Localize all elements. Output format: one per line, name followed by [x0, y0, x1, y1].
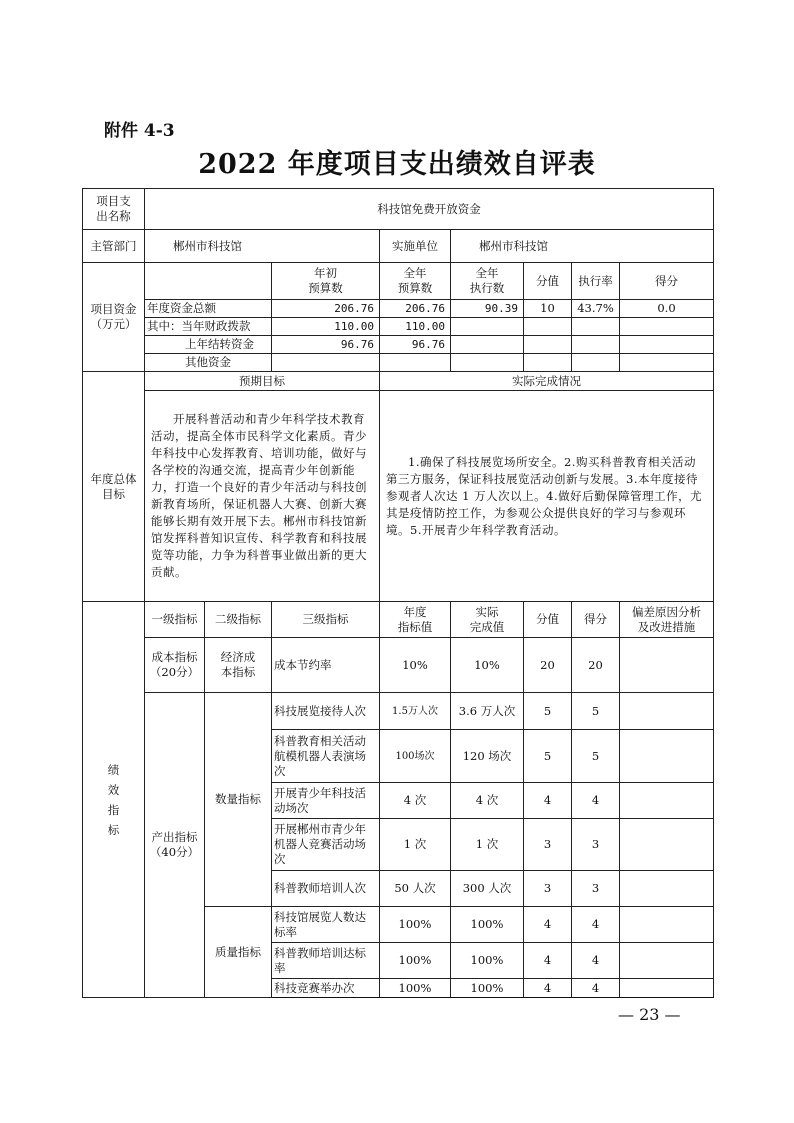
indicator-value: 5 [524, 730, 572, 783]
funds-header-initial: 年初 预算数 [272, 263, 380, 300]
goals-label: 年度总体 目标 [83, 372, 145, 602]
indicator-target: 1.5万人次 [380, 693, 451, 730]
project-name-value: 科技馆免费开放资金 [145, 189, 714, 230]
funds-initial: 110.00 [272, 318, 380, 336]
funds-value: 10 [524, 300, 572, 318]
indicators-label: 绩 效 指 标 [83, 602, 145, 998]
funds-header-exec: 全年 执行数 [451, 263, 524, 300]
funds-score [620, 336, 714, 354]
dept-label: 主管部门 [83, 230, 145, 263]
indicator-target: 100% [380, 979, 451, 998]
indicator-reason [620, 907, 714, 943]
indicator-name: 成本节约率 [272, 638, 380, 693]
indicator-actual: 100% [451, 943, 524, 979]
funds-exec [451, 354, 524, 372]
indicator-target: 4 次 [380, 783, 451, 819]
indicator-reason [620, 943, 714, 979]
actual-completion-text: 1.确保了科技展览场所安全。2.购买科普教育相关活动第三方服务，保证科技展览活动创新与发展。3.本年度接待参观者人次达 1 万人次以上。4.做好后勤保障管理工作，尤其是疫情防控工作，为参观公众提供良好的学习与参观环境。5.开展青少年科学教育活动。 [380, 391, 714, 602]
indicator-score: 3 [572, 819, 620, 871]
funds-label: 项目资金 （万元） [83, 263, 145, 372]
funds-exec: 90.39 [451, 300, 524, 318]
cost-level2: 经济成 本指标 [205, 638, 272, 693]
output-level1: 产出指标 （40分） [145, 693, 205, 998]
indicator-name: 科技馆展览人数达标率 [272, 907, 380, 943]
funds-score [620, 318, 714, 336]
funds-header-rate: 执行率 [572, 263, 620, 300]
indicator-name: 科普教育相关活动航模机器人表演场次 [272, 730, 380, 783]
indicator-name: 科技竞赛举办次 [272, 979, 380, 998]
funds-initial: 206.76 [272, 300, 380, 318]
level3-header: 三级指标 [272, 602, 380, 638]
funds-full: 206.76 [380, 300, 451, 318]
indicator-score: 20 [572, 638, 620, 693]
indicator-score: 4 [572, 783, 620, 819]
indicator-score: 3 [572, 871, 620, 907]
indicator-name: 科技展览接待人次 [272, 693, 380, 730]
indicator-actual: 4 次 [451, 783, 524, 819]
indicator-score: 5 [572, 730, 620, 783]
indicator-name: 科普教师培训达标率 [272, 943, 380, 979]
indicator-value: 20 [524, 638, 572, 693]
funds-header-full: 全年 预算数 [380, 263, 451, 300]
funds-value [524, 336, 572, 354]
funds-value [524, 354, 572, 372]
funds-full: 110.00 [380, 318, 451, 336]
indicator-actual: 1 次 [451, 819, 524, 871]
indicator-actual: 3.6 万人次 [451, 693, 524, 730]
indicator-name: 开展郴州市青少年机器人竞赛活动场次 [272, 819, 380, 871]
funds-exec [451, 318, 524, 336]
indicator-reason [620, 871, 714, 907]
indicator-reason [620, 979, 714, 998]
indicator-value: 4 [524, 943, 572, 979]
funds-value [524, 318, 572, 336]
funds-header-value: 分值 [524, 263, 572, 300]
funds-initial [272, 354, 380, 372]
funds-header-blank [145, 263, 272, 300]
indicator-reason [620, 783, 714, 819]
indicator-reason [620, 638, 714, 693]
indicator-score: 4 [572, 907, 620, 943]
cost-level1: 成本指标 （20分） [145, 638, 205, 693]
funds-full [380, 354, 451, 372]
impl-value: 郴州市科技馆 [451, 230, 714, 263]
indicator-name: 开展青少年科技活动场次 [272, 783, 380, 819]
indicator-value: 4 [524, 979, 572, 998]
indicator-actual: 300 人次 [451, 871, 524, 907]
funds-rate: 43.7% [572, 300, 620, 318]
actual-header: 实际 完成值 [451, 602, 524, 638]
indicator-target: 50 人次 [380, 871, 451, 907]
indicator-target: 10% [380, 638, 451, 693]
dept-value: 郴州市科技馆 [145, 230, 380, 263]
value-header: 分值 [524, 602, 572, 638]
indicator-target: 100% [380, 943, 451, 979]
indicator-reason [620, 730, 714, 783]
level1-header: 一级指标 [145, 602, 205, 638]
funds-rate [572, 336, 620, 354]
target-header: 年度 指标值 [380, 602, 451, 638]
indicator-value: 4 [524, 907, 572, 943]
indicator-name: 科普教师培训人次 [272, 871, 380, 907]
funds-row-label: 其他资金 [145, 354, 272, 372]
impl-label: 实施单位 [380, 230, 451, 263]
indicator-score: 5 [572, 693, 620, 730]
actual-completion-header: 实际完成情况 [380, 372, 714, 391]
page-number: — 23 — [618, 1005, 681, 1024]
indicator-reason [620, 819, 714, 871]
indicator-actual: 100% [451, 907, 524, 943]
funds-score [620, 354, 714, 372]
document-title: 2022 年度项目支出绩效自评表 [198, 149, 596, 180]
indicator-value: 4 [524, 783, 572, 819]
indicator-actual: 10% [451, 638, 524, 693]
indicator-actual: 100% [451, 979, 524, 998]
indicator-target: 100% [380, 907, 451, 943]
indicator-value: 5 [524, 693, 572, 730]
quantity-level2: 数量指标 [205, 693, 272, 907]
expected-goals-header: 预期目标 [145, 372, 380, 391]
funds-row-label: 年度资金总额 [145, 300, 272, 318]
project-name-label: 项目支 出名称 [83, 189, 145, 230]
indicator-score: 4 [572, 979, 620, 998]
quality-level2: 质量指标 [205, 907, 272, 998]
indicator-value: 3 [524, 819, 572, 871]
score-header: 得分 [572, 602, 620, 638]
expected-goals-text: 开展科普活动和青少年科学技术教育活动，提高全体市民科学文化素质。青少年科技中心发挥教育、培训功能，做好与各学校的沟通交流，提高青少年创新能力，打造一个良好的青少年活动与科技创新教育场所，保证机器人大赛、创新大赛能够长期有效开展下去。郴州市科技馆新馆发挥科普知识宣传、科学教育和科技展览等功能，力争为科普事业做出新的更大贡献。 [145, 391, 380, 602]
funds-rate [572, 354, 620, 372]
indicator-target: 100场次 [380, 730, 451, 783]
funds-rate [572, 318, 620, 336]
annex-label: 附件 4-3 [104, 121, 175, 141]
indicator-score: 4 [572, 943, 620, 979]
indicator-value: 3 [524, 871, 572, 907]
funds-row-label: 其中：当年财政拨款 [145, 318, 272, 336]
funds-initial: 96.76 [272, 336, 380, 354]
performance-evaluation-table [82, 188, 714, 998]
funds-score: 0.0 [620, 300, 714, 318]
funds-header-score: 得分 [620, 263, 714, 300]
level2-header: 二级指标 [205, 602, 272, 638]
funds-row-label: 上年结转资金 [145, 336, 272, 354]
reason-header: 偏差原因分析 及改进措施 [620, 602, 714, 638]
indicator-actual: 120 场次 [451, 730, 524, 783]
indicator-reason [620, 693, 714, 730]
indicator-target: 1 次 [380, 819, 451, 871]
funds-full: 96.76 [380, 336, 451, 354]
funds-exec [451, 336, 524, 354]
